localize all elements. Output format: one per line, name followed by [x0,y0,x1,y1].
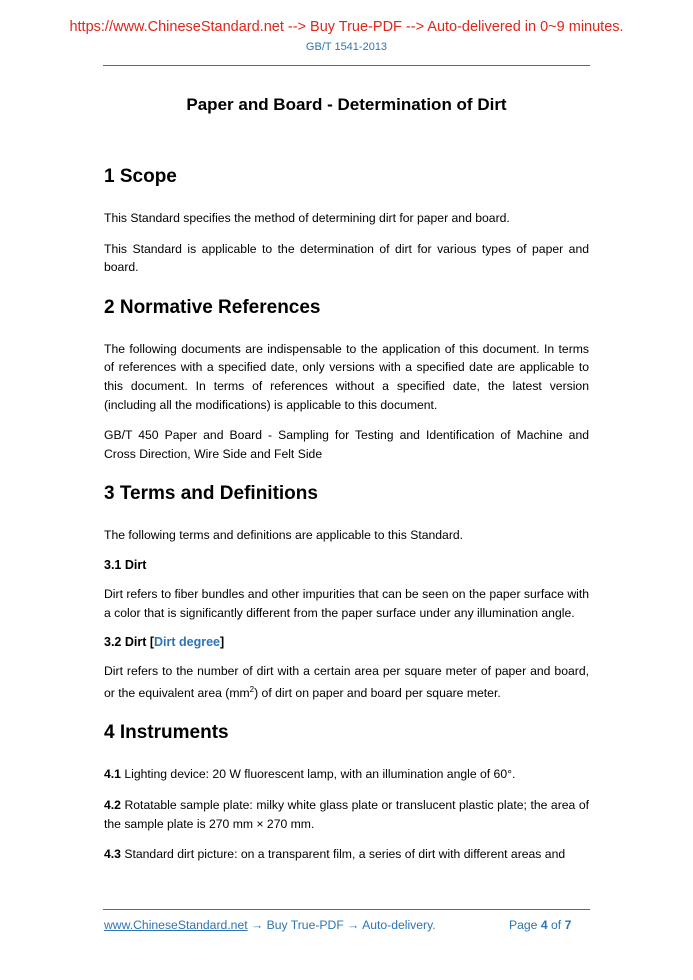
term-3-2-prefix: 3.2 Dirt [ [104,635,155,650]
page-label: Page [509,918,541,932]
page-indicator [509,918,571,932]
footer-site-link[interactable]: www.ChineseStandard.net [104,918,248,932]
instrument-text: Rotatable sample plate: milky white glass plate or translucent plastic plate; the area of the sample plate is 270 mm × 270 mm. [104,797,589,831]
instrument-number: 4.2 [104,797,121,812]
scope-paragraph-1: This Standard specifies the method of determining dirt for paper and board. [104,211,510,225]
section-terms-heading: 3 Terms and Definitions [104,483,318,505]
instrument-text: Lighting device: 20 W fluorescent lamp, with an illumination angle of 60°. [120,767,516,782]
footer-link[interactable] [104,918,436,932]
page-total: 7 [564,918,572,932]
section-references-heading: 2 Normative References [104,296,321,318]
term-3-2-text-after: ) of dirt on paper and board per square meter. [254,685,501,700]
of-label: of [547,918,565,932]
instrument-number: 4.3 [104,847,121,862]
terms-intro: The following terms and definitions are applicable to this Standard. [104,528,464,543]
scope-paragraph-2: This Standard is applicable to the determination of dirt for various types of paper and board. [104,241,589,275]
term-3-2-suffix: ] [220,635,225,650]
term-3-1-definition: Dirt refers to fiber bundles and other impurities that can be seen on the paper surface with a color that is significantly different from the paper surface under any illumination angle. [104,586,589,620]
term-3-2-text-before: Dirt refers to the number of dirt with a certain area per square meter of paper and board, or the equivalent area (mm [104,664,589,700]
document-body [104,166,589,876]
standard-code: GB/T 1541-2013 [305,41,388,53]
instrument-text: Standard dirt picture: on a transparent film, a series of dirt with different areas and [120,847,566,862]
section-scope-heading: 1 Scope [104,166,177,187]
references-paragraph-2: GB/T 450 Paper and Board - Sampling for Testing and Identification of Machine and Cross Direction, Wire Side and Felt Side [104,428,589,461]
footer-divider [103,909,590,910]
instrument-number: 4.1 [104,767,121,782]
page-number: 4 [540,918,548,932]
superscript-2: 2 [249,684,255,694]
dirt-degree-term: Dirt degree [154,635,221,650]
section-instruments-heading: 4 Instruments [104,722,229,744]
instrument-item [104,845,589,864]
instrument-item [104,765,589,784]
footer-delivery-text: → Buy True-PDF → Auto-delivery. [247,918,436,932]
header-divider [103,65,590,66]
instrument-item [104,796,589,833]
document-title: Paper and Board - Determination of Dirt [186,95,507,114]
term-3-2-definition [104,662,589,702]
term-3-2-heading [104,634,589,650]
top-banner-link[interactable]: https://www.ChineseStandard.net --> Buy True-PDF --> Auto-delivered in 0~9 minutes. [69,19,624,35]
references-paragraph-1: The following documents are indispensable to the application of this document. In terms of references with a specified date, only versions with a specified date are applicable to this document. In terms of references without a specified date, the latest version (including all the modifications) is applicable to this document. [104,341,589,412]
term-3-1-heading: 3.1 Dirt [104,557,147,572]
